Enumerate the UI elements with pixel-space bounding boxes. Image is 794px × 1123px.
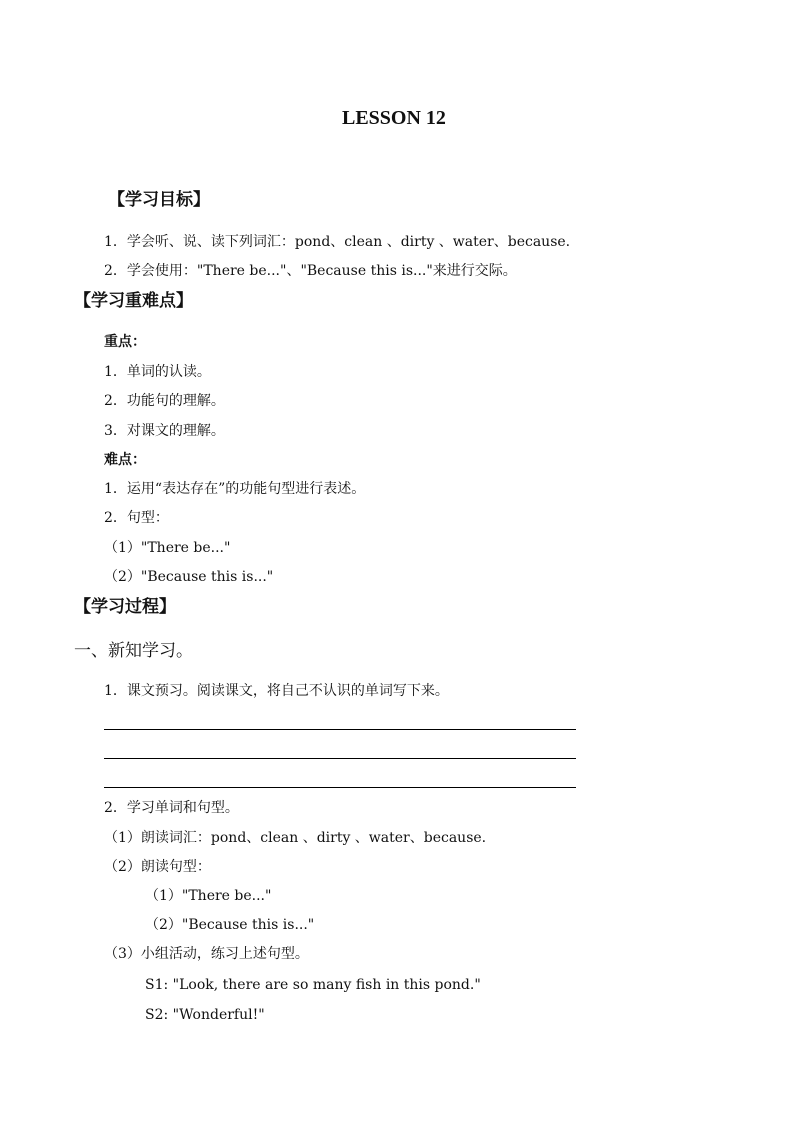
answer-line	[104, 758, 576, 759]
step2-item: （2）朗读句型：	[104, 859, 211, 875]
step2-item: （3）小组活动，练习上述句型。	[104, 946, 309, 962]
page-title: LESSON 12	[342, 107, 446, 129]
difficult-label: 难点：	[104, 452, 146, 468]
dialogue-line: S2: "Wonderful!"	[145, 1007, 265, 1023]
key-difficult-heading: 【学习重难点】	[74, 291, 193, 311]
step2-subitem: （2）"Because this is..."	[145, 917, 315, 933]
goal-item: 2．学会使用："There be..."、"Because this is..."来进行交际。	[104, 263, 517, 279]
difficult-point: （2）"Because this is..."	[104, 569, 274, 585]
difficult-point: 2．句型：	[104, 510, 169, 526]
goals-heading: 【学习目标】	[108, 190, 210, 210]
step1-text: 1．课文预习。阅读课文，将自己不认识的单词写下来。	[104, 683, 449, 699]
dialogue-line: S1: "Look, there are so many fish in this pond."	[145, 977, 481, 993]
key-point: 1．单词的认读。	[104, 364, 211, 380]
process-heading: 【学习过程】	[74, 597, 176, 617]
part1-heading: 一、新知学习。	[74, 641, 193, 661]
difficult-point: 1．运用“表达存在”的功能句型进行表述。	[104, 481, 366, 497]
step2-item: （1）朗读词汇：pond、clean 、dirty 、water、because.	[104, 830, 487, 846]
step2-text: 2．学习单词和句型。	[104, 800, 239, 816]
answer-line	[104, 729, 576, 730]
key-point: 2．功能句的理解。	[104, 393, 225, 409]
difficult-point: （1）"There be..."	[104, 540, 231, 556]
key-label: 重点：	[104, 334, 146, 350]
goal-item: 1．学会听、说、读下列词汇：pond、clean 、dirty 、water、because.	[104, 234, 571, 250]
key-point: 3．对课文的理解。	[104, 423, 225, 439]
step2-subitem: （1）"There be..."	[145, 888, 272, 904]
answer-line	[104, 787, 576, 788]
